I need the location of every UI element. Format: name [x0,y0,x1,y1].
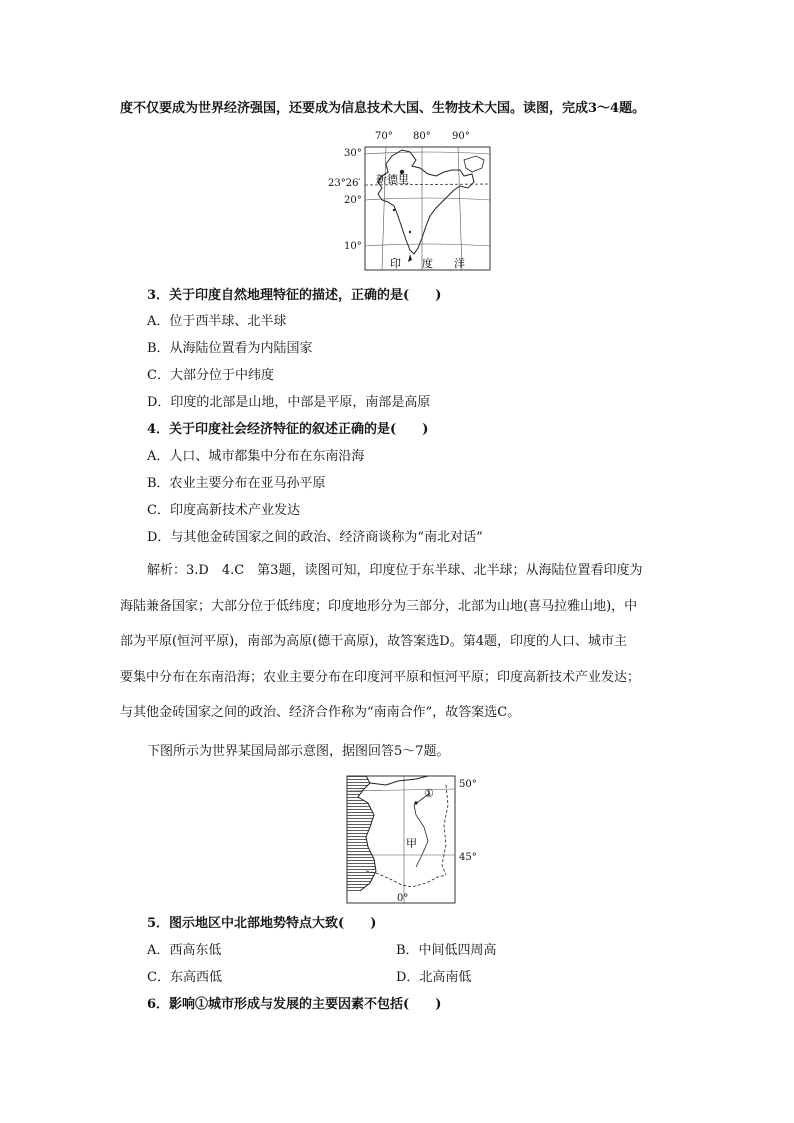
map1-lat-10: 10° [344,241,362,252]
q3-option-b: B．从海陆位置看为内陆国家 [147,341,313,356]
map1-lon-90: 90° [452,131,470,142]
ocean-label-3: 洋 [454,257,465,270]
q3-option-d: D．印度的北部是山地，中部是平原，南部是高原 [147,395,431,410]
ocean-label-1: 印 [390,257,401,270]
q5-stem: 5．图示地区中北部地势特点大致( ) [147,916,377,931]
q4-option-d: D．与其他金砖国家之间的政治、经济商谈称为“南北对话” [147,530,483,545]
map1-lat-2326: 23°26′ [328,178,361,189]
q5-option-c: C．东高西低 [147,970,222,985]
india-map-svg [364,146,491,271]
map1-lon-70: 70° [375,131,393,142]
q6-stem: 6．影响①城市形成与发展的主要因素不包括( ) [147,997,442,1012]
q5-option-d: D．北高南低 [396,970,472,985]
q5-option-b: B．中间低四周高 [396,943,497,958]
analysis-line-5: 与其他金砖国家之间的政治、经济合作称为“南南合作”，故答案选C。 [120,705,521,720]
analysis-line-3: 部为平原(恒河平原)，南部为高原(德干高原)，故答案选D。第4题，印度的人口、城市主 [120,634,627,649]
q3-stem: 3．关于印度自然地理特征的描述，正确的是( ) [147,288,442,303]
map1-lat-30: 30° [344,148,362,159]
analysis-line-4: 要集中分布在东南沿海；农业主要分布在印度河平原和恒河平原；印度高新技术产业发达； [120,670,641,685]
q4-option-c: C．印度高新技术产业发达 [147,503,300,518]
q4-stem: 4．关于印度社会经济特征的叙述正确的是( ) [147,422,429,437]
analysis-line-2: 海陆兼备国家；大部分位于低纬度；印度地形分为三部分，北部为山地(喜马拉雅山地)，中 [120,599,638,614]
city-1-label: ① [424,787,434,800]
q3-option-a: A．位于西半球、北半球 [147,314,287,329]
india-map [364,146,491,271]
country-map-svg [346,775,456,904]
intro-line: 度不仅要成为世界经济强国，还要成为信息技术大国、生物技术大国。读图，完成3～4题。 [120,101,646,116]
map2-lat-45: 45° [459,852,477,863]
q5-option-a: A．西高东低 [147,943,222,958]
q4-option-b: B．农业主要分布在亚马孙平原 [147,476,326,491]
map1-lon-80: 80° [413,131,431,142]
region-jia-label: 甲 [406,837,417,850]
country-map [346,775,456,904]
map1-lat-20: 20° [344,195,362,206]
map2-lat-50: 50° [459,779,477,790]
map2-lon-0: 0° [397,893,409,904]
new-delhi-label: 新德里 [376,173,409,186]
analysis-line-1: 解析：3.D 4.C 第3题，读图可知，印度位于东半球、北半球；从海陆位置看印度为 [147,563,643,578]
intro2-line: 下图所示为世界某国局部示意图，据图回答5～7题。 [147,744,450,759]
q4-option-a: A．人口、城市都集中分布在东南沿海 [147,449,365,464]
city-1-dot [414,801,417,804]
ocean-label-2: 度 [422,257,433,270]
q3-option-c: C．大部分位于中纬度 [147,368,274,383]
